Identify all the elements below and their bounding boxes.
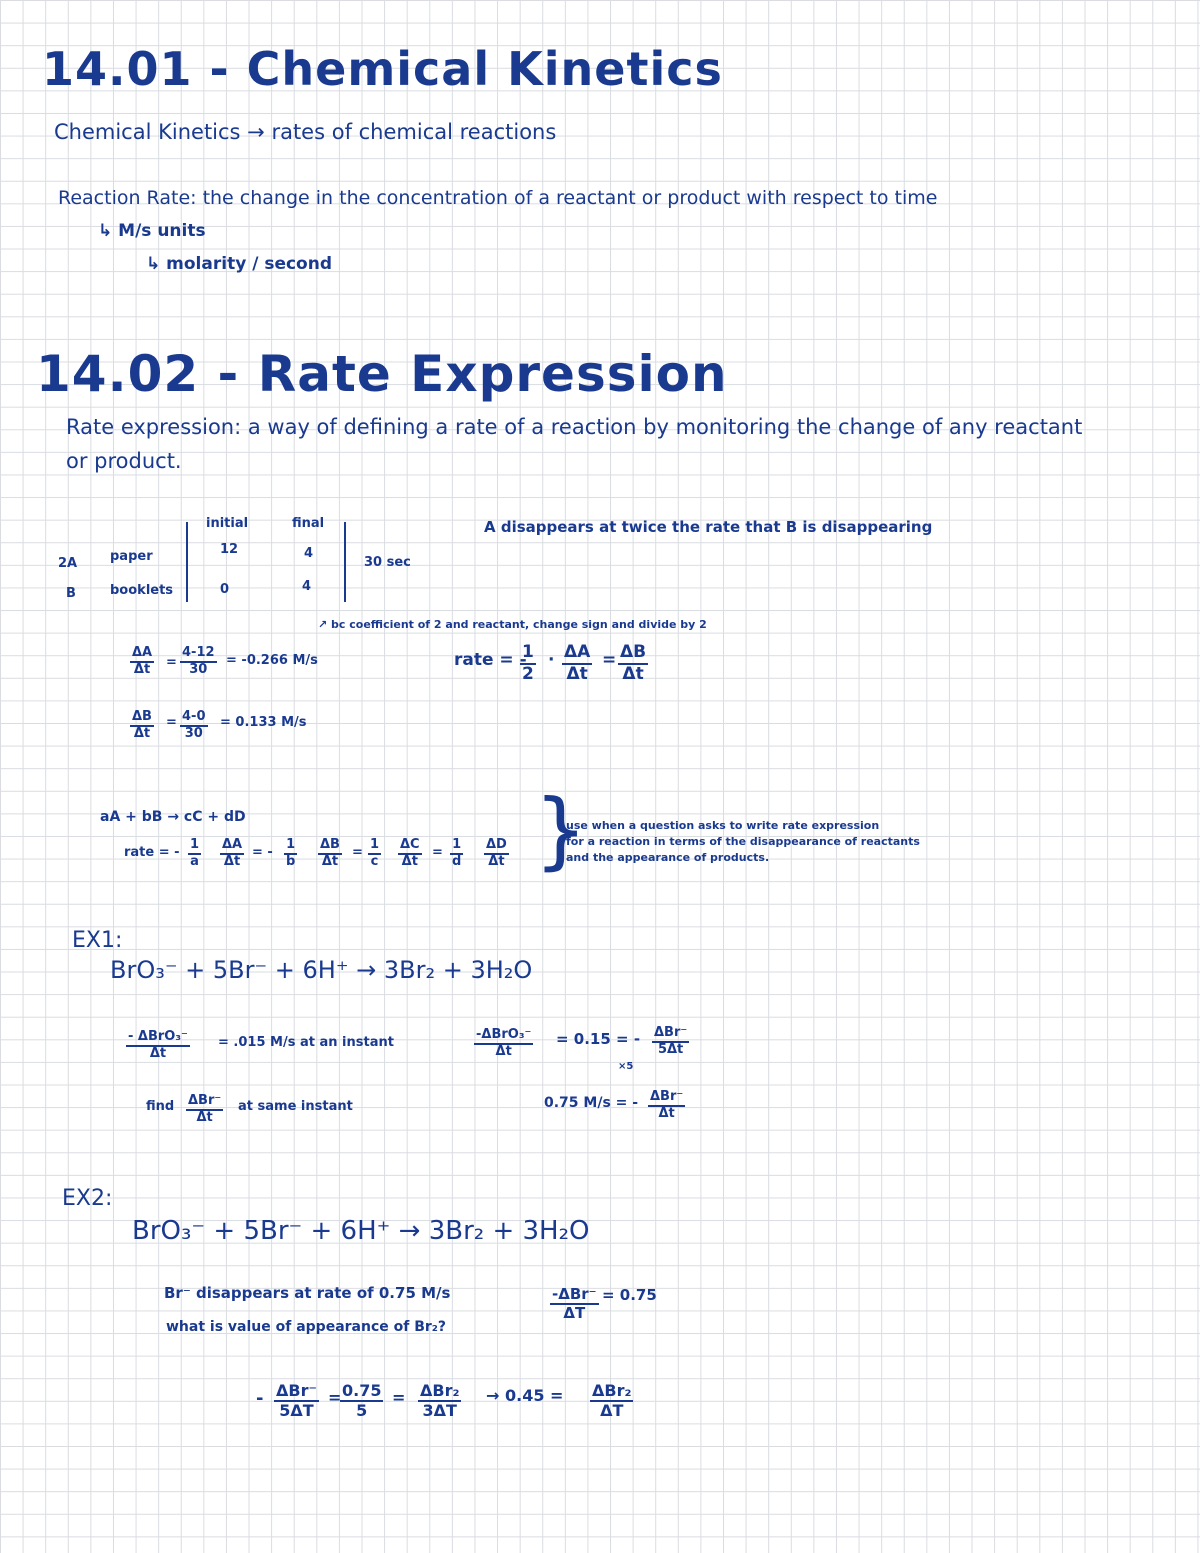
gen-1b: $\frac{1}{b}$: [286, 837, 296, 869]
rate-eq: =: [602, 650, 617, 670]
row2-tag: B: [66, 586, 76, 601]
dB-dt: $\frac{\Delta B}{\Delta t}$: [132, 709, 152, 741]
dA-calc: $\frac{4-12}{30}$: [182, 645, 215, 677]
gen-eq2: =: [432, 845, 443, 860]
gen-dA: $\frac{\Delta A}{\Delta t}$: [222, 837, 243, 869]
row1-initial: 12: [220, 542, 239, 557]
ex1-equation: BrO₃⁻ + 5Br⁻ + 6H⁺ → 3Br₂ + 3H₂O: [110, 956, 533, 984]
rate-dot: ·: [548, 650, 555, 670]
dB-eq: =: [166, 715, 177, 730]
use-note-2: for a reaction in terms of the disappearance of reactants: [566, 835, 920, 848]
gen-dD: $\frac{\Delta D}{\Delta t}$: [486, 837, 507, 869]
ex1-find-frac: ΔBr⁻ Δt: [188, 1093, 222, 1125]
section2-title: 14.02 - Rate Expression: [36, 345, 728, 403]
gen-1c: $\frac{1}{c}$: [370, 837, 380, 869]
ex2-s1: ΔBr⁻ 5ΔT: [276, 1381, 317, 1421]
rate-dA: $\frac{\Delta A}{\Delta t}$: [564, 642, 591, 684]
gen-dB: $\frac{\Delta B}{\Delta t}$: [320, 837, 340, 869]
row2-final: 4: [302, 579, 312, 594]
ex1-r2-val: 0.75 M/s = -: [544, 1095, 639, 1111]
ex2-s2: $\frac{0.75}{5}$: [342, 1381, 382, 1421]
gen-mid: = -: [252, 845, 273, 860]
gen-1d: $\frac{1}{d}$: [452, 837, 462, 869]
reaction-rate-definition: Reaction Rate: the change in the concentration of a reactant or product with respect to time: [58, 187, 938, 209]
use-note-1: use when a question asks to write rate expression: [566, 819, 880, 832]
ex1-r2: ΔBr⁻ Δt: [650, 1089, 684, 1121]
units-subnote: ↳ molarity / second: [146, 254, 332, 274]
ex1-lhs-val: = .015 M/s at an instant: [218, 1035, 394, 1050]
ex2-q1: Br⁻ disappears at rate of 0.75 M/s: [164, 1284, 451, 1302]
ex1-label: EX1:: [72, 928, 123, 953]
ex2-minus: -: [256, 1388, 264, 1409]
ex1-find-label: find: [146, 1099, 175, 1114]
row1-label: paper: [110, 549, 153, 564]
gen-rate-label: rate = -: [124, 845, 180, 860]
rate-expression-definition-cont: or product.: [66, 449, 182, 473]
ex1-r1-rhs: ΔBr⁻ 5Δt: [654, 1025, 688, 1057]
table-divider-left: [186, 522, 188, 602]
col-final: final: [292, 516, 325, 531]
rate-label: rate = -: [454, 650, 527, 670]
dA-result: = -0.266 M/s: [226, 653, 318, 668]
section1-definition: Chemical Kinetics → rates of chemical reactions: [54, 120, 557, 144]
note-coefficient: ↗ bc coefficient of 2 and reactant, change sign and divide by 2: [318, 618, 707, 631]
ex1-mult-note: ×5: [618, 1061, 634, 1072]
dA-dt: $\frac{\Delta A}{\Delta t}$: [132, 645, 153, 677]
use-note-3: and the appearance of products.: [566, 851, 770, 864]
ex2-label: EX2:: [62, 1186, 113, 1211]
dB-result: = 0.133 M/s: [220, 715, 307, 730]
brace: }: [534, 781, 588, 879]
col-initial: initial: [206, 516, 249, 531]
table-divider-right: [344, 522, 346, 602]
ex1-lhs: - ΔBrO₃⁻ Δt: [128, 1029, 188, 1061]
rate-dB: $\frac{\Delta B}{\Delta t}$: [620, 642, 647, 684]
ex2-equation: BrO₃⁻ + 5Br⁻ + 6H⁺ → 3Br₂ + 3H₂O: [132, 1216, 590, 1246]
ex2-s4: ΔBr₂ ΔT: [592, 1381, 632, 1421]
row1-tag: 2A: [58, 556, 78, 571]
row1-final: 4: [304, 546, 314, 561]
table-time: 30 sec: [364, 555, 411, 570]
dB-calc: $\frac{4-0}{30}$: [182, 709, 206, 741]
ex1-r1: -ΔBrO₃⁻ Δt: [476, 1027, 532, 1059]
row2-label: booklets: [110, 583, 174, 598]
ex2-eq2: =: [392, 1388, 406, 1407]
dA-eq: =: [166, 655, 177, 670]
ex2-s3: ΔBr₂ 3ΔT: [420, 1381, 460, 1421]
ex2-given-val: = 0.75: [602, 1286, 657, 1304]
row2-initial: 0: [220, 582, 230, 597]
general-equation: aA + bB → cC + dD: [100, 809, 246, 825]
gen-eq1: =: [352, 845, 363, 860]
section1-title: 14.01 - Chemical Kinetics: [42, 42, 723, 96]
ex2-arrow: → 0.45 =: [486, 1386, 564, 1405]
ex2-given: -ΔBr⁻ ΔT: [552, 1285, 597, 1323]
rate-half: $\frac{1}{2}$: [522, 642, 534, 684]
note-twice-rate: A disappears at twice the rate that B is disappearing: [484, 518, 933, 536]
ex1-r1-eq: = 0.15 = -: [556, 1030, 641, 1048]
units-note: ↳ M/s units: [98, 221, 206, 241]
ex2-eq1: =: [328, 1388, 342, 1407]
ex1-find-tail: at same instant: [238, 1099, 353, 1114]
rate-expression-definition: Rate expression: a way of defining a rate of a reaction by monitoring the change of any reactant: [66, 415, 1083, 439]
ex2-q2: what is value of appearance of Br₂?: [166, 1319, 447, 1335]
gen-dC: $\frac{\Delta C}{\Delta t}$: [400, 837, 420, 869]
gen-1a: $\frac{1}{a}$: [190, 837, 200, 869]
